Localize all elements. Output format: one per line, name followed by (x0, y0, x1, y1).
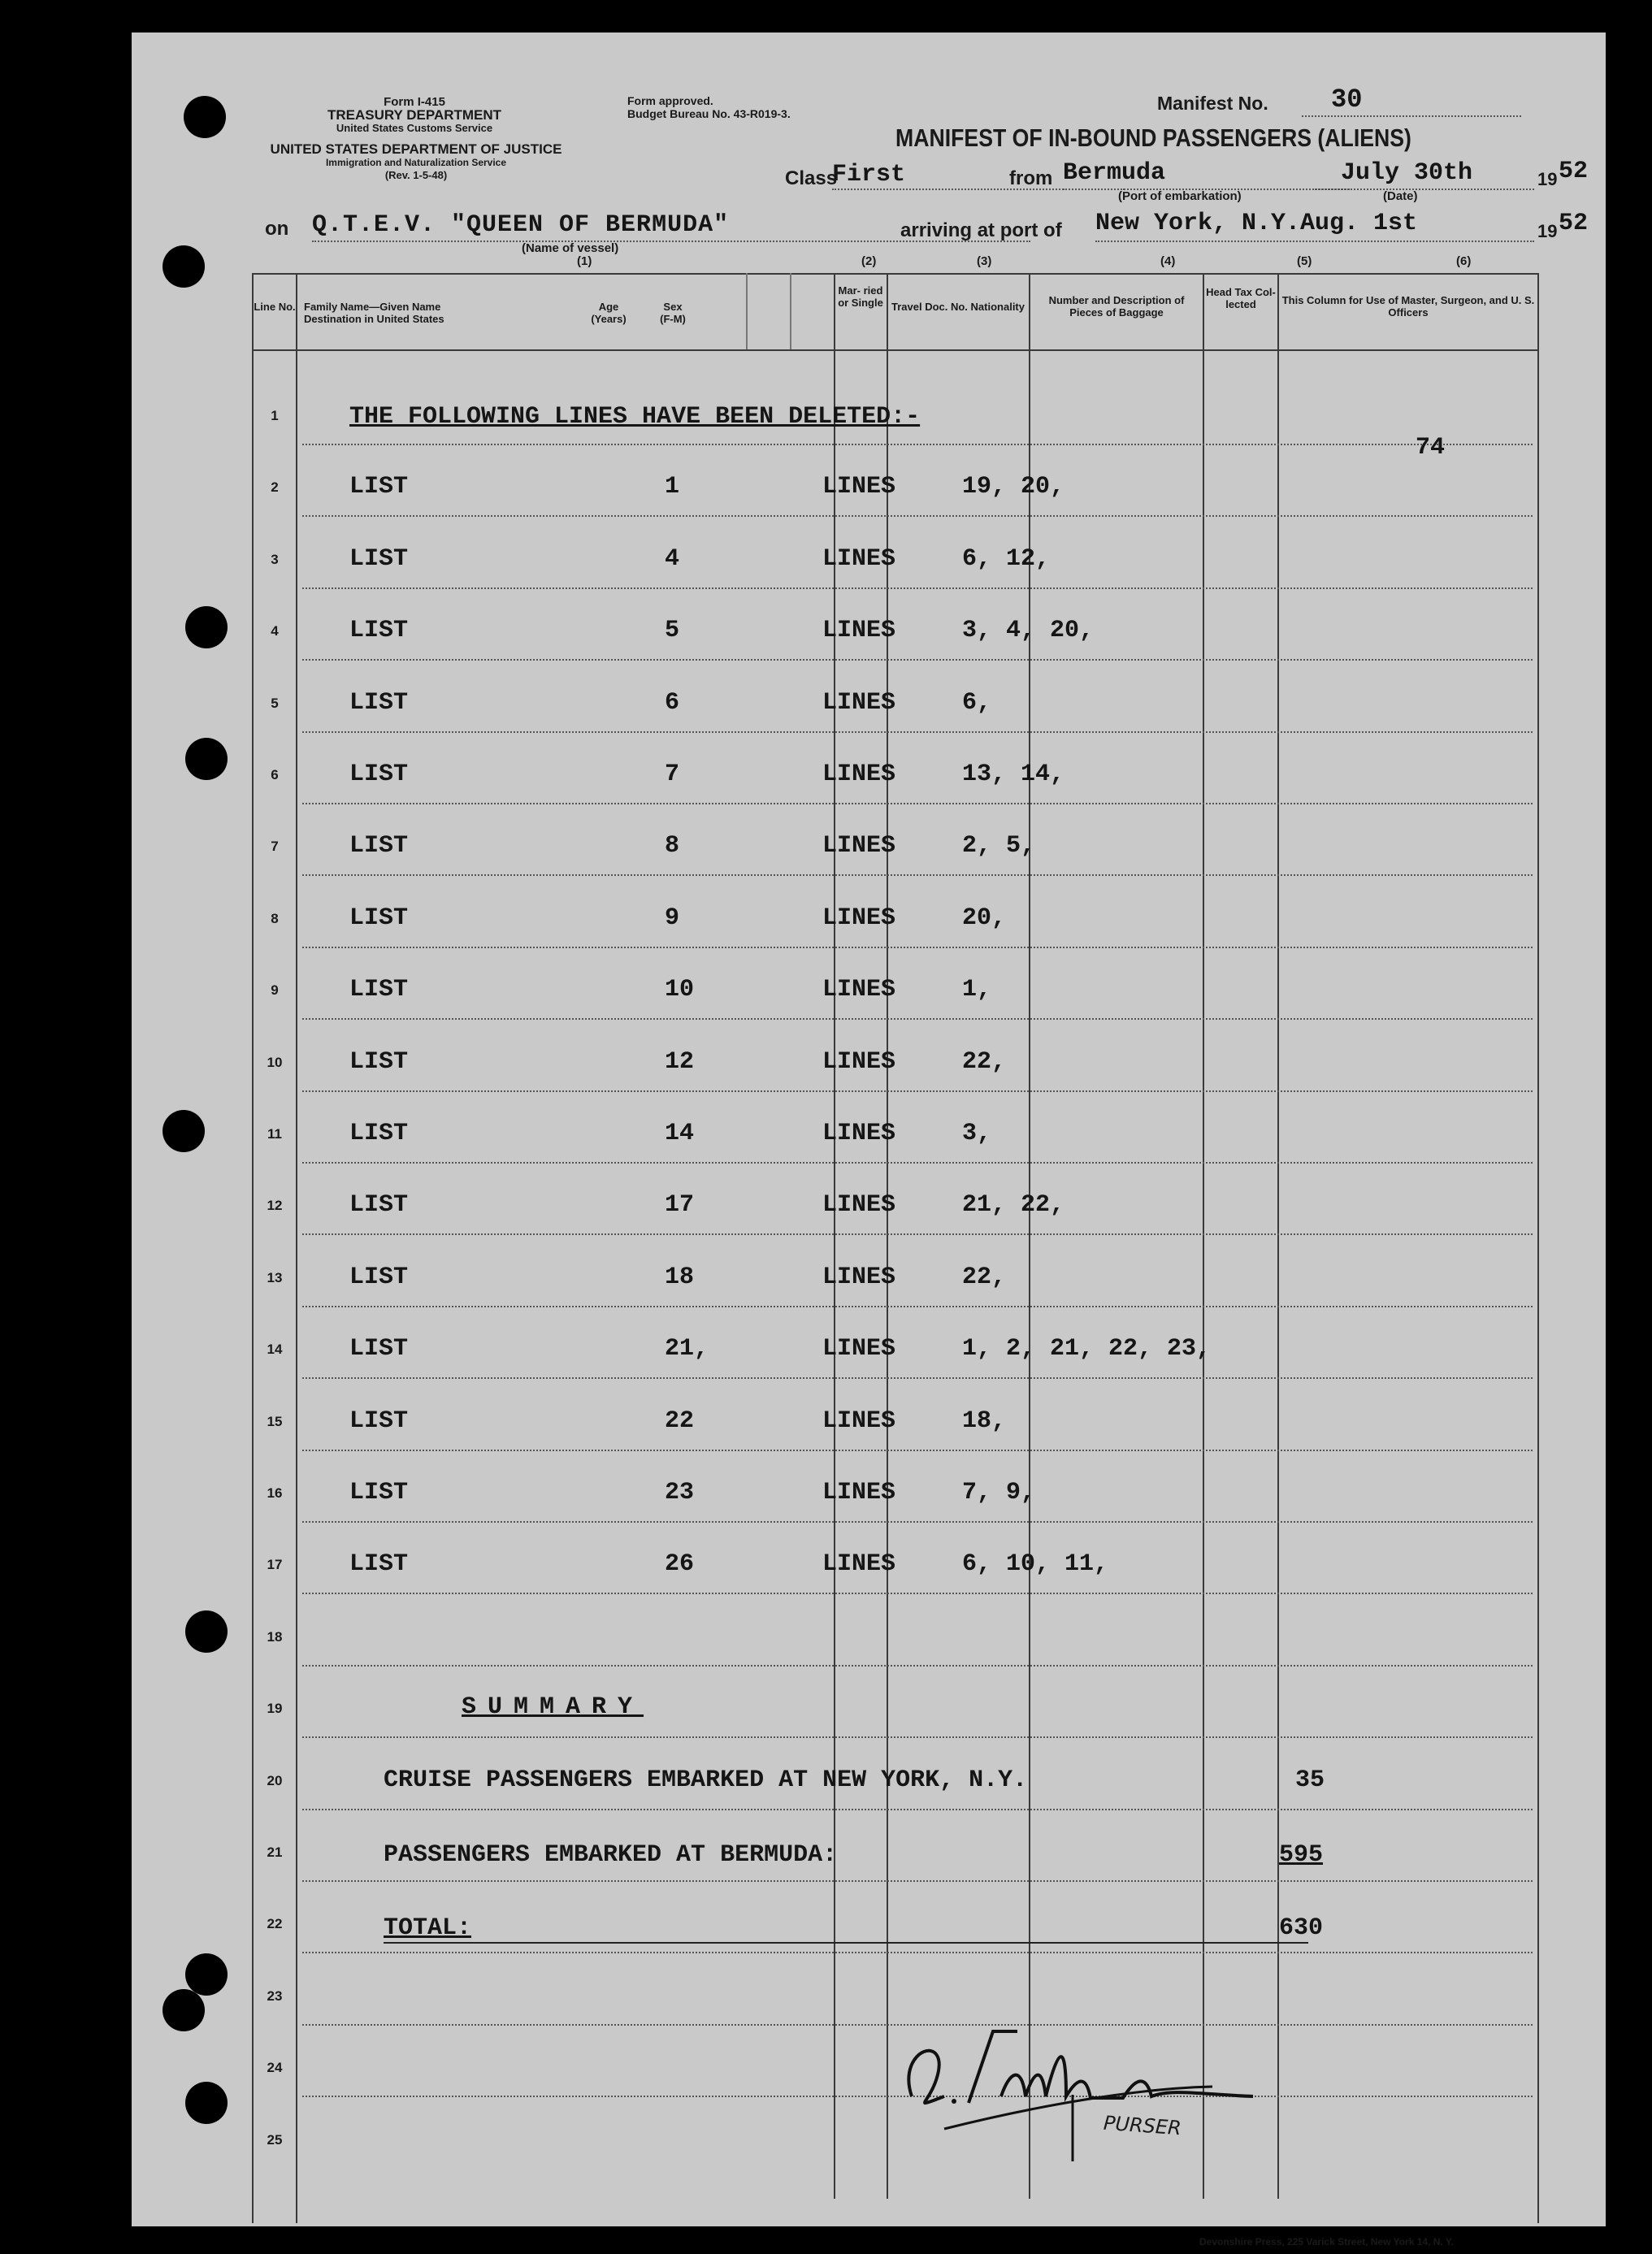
line-number: 6 (271, 767, 279, 782)
bermuda-value: 595 (1279, 1841, 1324, 1869)
row-rule (302, 444, 1533, 445)
col-num-3: (3) (977, 254, 992, 268)
list-word: LIST (349, 473, 409, 501)
line-number: 12 (267, 1198, 283, 1214)
list-word: LIST (349, 1335, 409, 1363)
treasury-dept: TREASURY DEPARTMENT (327, 107, 502, 123)
punch-hole (185, 2082, 228, 2124)
list-word: LIST (349, 1407, 409, 1435)
total-label: TOTAL: (384, 1914, 472, 1942)
row-rule (302, 1306, 1533, 1307)
manifest-page (132, 33, 1606, 2247)
col-num-5: (5) (1297, 254, 1312, 268)
list-number: 8 (665, 832, 680, 860)
deleted-line-numbers: 19, 20, (962, 473, 1065, 501)
list-number: 5 (665, 617, 680, 645)
deleted-line-numbers: 21, 22, (962, 1191, 1065, 1220)
form-number: Form I-415 (384, 95, 445, 109)
list-number: 6 (665, 688, 680, 717)
lines-word: LINES (822, 1335, 896, 1363)
list-number: 1 (665, 473, 680, 501)
year2-prefix: 19 (1537, 221, 1558, 241)
line-number: 3 (271, 551, 279, 567)
purser-title: PURSER (1103, 2111, 1182, 2140)
list-word: LIST (349, 544, 409, 573)
budget-bureau: Budget Bureau No. 43-R019-3. (627, 107, 791, 120)
deleted-line-numbers: 6, (962, 688, 992, 717)
officer-note: 74 (1416, 434, 1446, 462)
list-word: LIST (349, 688, 409, 717)
list-number: 10 (665, 976, 695, 1004)
list-word: LIST (349, 1263, 409, 1291)
punch-hole (163, 1989, 205, 2031)
line-number: 25 (267, 2131, 283, 2148)
col-travel: Travel Doc. No. Nationality (891, 301, 1025, 313)
lines-word: LINES (822, 904, 896, 932)
row-rule (302, 731, 1533, 733)
lines-word: LINES (822, 1191, 896, 1220)
deleted-line-numbers: 20, (962, 904, 1007, 932)
arriving-label: arriving at port of (900, 219, 1062, 241)
col-officers: This Column for Use of Master, Surgeon, and U. S. Officers (1281, 294, 1535, 319)
arrival-value: New York, N.Y.Aug. 1st (1095, 210, 1418, 237)
row-rule (302, 587, 1533, 589)
row-rule (302, 1880, 1533, 1882)
deleted-line-numbers: 22, (962, 1047, 1007, 1076)
deleted-line-numbers: 1, (962, 976, 992, 1004)
line-number: 14 (267, 1342, 283, 1358)
punch-hole (185, 738, 228, 780)
line-number: 19 (267, 1701, 283, 1717)
list-word: LIST (349, 904, 409, 932)
list-word: LIST (349, 1550, 409, 1579)
col-num-4: (4) (1160, 254, 1176, 268)
list-word: LIST (349, 761, 409, 788)
manifest-number: 30 (1331, 85, 1363, 115)
line-number: 23 (267, 1987, 283, 2004)
deleted-line-numbers: 3, (962, 1120, 992, 1147)
punch-hole (163, 245, 205, 288)
lines-word: LINES (822, 617, 896, 645)
row-rule (302, 1736, 1533, 1738)
ins-service: Immigration and Naturalization Service (325, 157, 507, 168)
col-num-6: (6) (1456, 254, 1472, 268)
row-rule (302, 1090, 1533, 1092)
printer-footer: Devonshire Press, 225 Varick Street, New York 14, N. Y. (1199, 2236, 1454, 2247)
row-rule (302, 803, 1533, 804)
line-number: 22 (267, 1916, 283, 1932)
lines-word: LINES (822, 1479, 896, 1506)
row-rule (302, 1593, 1533, 1594)
row-rule (302, 1162, 1533, 1164)
row-rule (302, 947, 1533, 948)
line-number: 16 (267, 1485, 283, 1501)
lines-word: LINES (822, 1263, 896, 1291)
list-word: LIST (349, 1047, 409, 1076)
lines-word: LINES (822, 1120, 896, 1147)
manifest-title: MANIFEST OF IN-BOUND PASSENGERS (ALIENS) (895, 124, 1411, 152)
list-number: 21, (665, 1335, 709, 1363)
punch-hole (184, 96, 226, 138)
list-word: LIST (349, 617, 409, 645)
lines-word: LINES (822, 1407, 896, 1435)
lines-word: LINES (822, 688, 896, 717)
class-label: Class (785, 167, 838, 189)
total-value: 630 (1279, 1914, 1324, 1942)
purser-signature (879, 1999, 1334, 2161)
lines-word: LINES (822, 1550, 896, 1579)
line-number: 5 (271, 695, 279, 711)
deleted-line-numbers: 7, 9, (962, 1479, 1036, 1506)
punch-hole (185, 1610, 228, 1653)
list-number: 12 (665, 1047, 695, 1076)
row-rule (302, 874, 1533, 876)
line-number: 2 (271, 479, 279, 496)
list-number: 23 (665, 1479, 695, 1506)
deleted-line-numbers: 1, 2, 21, 22, 23, (962, 1335, 1212, 1363)
list-number: 17 (665, 1191, 695, 1220)
list-number: 4 (665, 544, 680, 573)
deleted-line-numbers: 6, 12, (962, 544, 1051, 573)
cruise-label: CRUISE PASSENGERS EMBARKED AT NEW YORK, N.Y. (384, 1766, 1028, 1794)
line-number: 11 (267, 1126, 282, 1142)
list-number: 14 (665, 1120, 695, 1147)
class-value: First (832, 161, 906, 189)
on-label: on (265, 218, 289, 240)
vessel-name: Q.T.E.V. "QUEEN OF BERMUDA" (312, 211, 730, 239)
deleted-line-numbers: 3, 4, 20, (962, 617, 1095, 645)
lines-word: LINES (822, 473, 896, 501)
deleted-line-numbers: 18, (962, 1407, 1007, 1435)
deleted-line-numbers: 13, 14, (962, 761, 1065, 788)
line-number: 13 (267, 1269, 283, 1285)
list-number: 26 (665, 1550, 695, 1579)
list-number: 7 (665, 761, 680, 788)
row-rule (302, 1018, 1533, 1020)
from-value: Bermuda (1063, 159, 1166, 187)
line-number: 15 (267, 1413, 283, 1429)
punch-hole (185, 606, 228, 648)
line-number: 10 (267, 1054, 283, 1070)
date-caption: (Date) (1383, 189, 1418, 203)
list-number: 22 (665, 1407, 695, 1435)
list-word: LIST (349, 976, 409, 1004)
line-number: 8 (271, 910, 279, 926)
line-number: 21 (267, 1844, 283, 1860)
manifest-label: Manifest No. (1157, 93, 1268, 114)
row-rule (302, 1665, 1533, 1667)
bermuda-label: PASSENGERS EMBARKED AT BERMUDA: (384, 1841, 838, 1869)
row-rule (302, 1450, 1533, 1451)
year-value: 52 (1559, 158, 1589, 185)
row-rule (302, 1377, 1533, 1379)
col-sex: Sex (F-M) (660, 301, 686, 325)
list-word: LIST (349, 1479, 409, 1506)
row-rule (302, 1233, 1533, 1235)
deleted-line-numbers: 6, 10, 11, (962, 1550, 1109, 1579)
col-married: Mar- ried or Single (838, 284, 883, 309)
list-word: LIST (349, 832, 409, 860)
row-rule (302, 515, 1533, 517)
lines-word: LINES (822, 544, 896, 573)
lines-word: LINES (822, 832, 896, 860)
deleted-header: THE FOLLOWING LINES HAVE BEEN DELETED:- (349, 403, 921, 431)
lines-word: LINES (822, 1047, 896, 1076)
col-age: Age (Years) (591, 301, 627, 325)
vessel-caption: (Name of vessel) (522, 241, 619, 255)
line-number: 4 (271, 623, 279, 639)
punch-hole (185, 1953, 228, 1996)
vessel-col-number: (1) (577, 254, 592, 268)
line-number: 7 (271, 839, 279, 855)
year-prefix: 19 (1537, 169, 1558, 189)
col-destination: Destination in United States (304, 313, 444, 325)
col-head-tax: Head Tax Col- lected (1206, 286, 1276, 310)
col-line-no: Line No. (254, 301, 296, 313)
line-number: 1 (271, 408, 279, 423)
col-name: Family Name—Given Name (304, 301, 441, 313)
justice-dept: UNITED STATES DEPARTMENT OF JUSTICE (270, 141, 562, 157)
deleted-line-numbers: 22, (962, 1263, 1007, 1291)
list-word: LIST (349, 1120, 409, 1147)
row-rule (302, 1521, 1533, 1523)
list-word: LIST (349, 1191, 409, 1220)
summary-heading: SUMMARY (462, 1693, 644, 1721)
customs-service: United States Customs Service (336, 122, 493, 134)
line-number: 17 (267, 1557, 283, 1573)
year2-value: 52 (1559, 210, 1589, 237)
departure-date: July 30th (1341, 159, 1473, 187)
from-label: from (1009, 167, 1053, 189)
line-number: 20 (267, 1772, 283, 1788)
line-number: 9 (271, 982, 279, 999)
revision: (Rev. 1-5-48) (384, 169, 448, 181)
cruise-value: 35 (1295, 1766, 1325, 1794)
col-baggage: Number and Description of Pieces of Baggage (1048, 294, 1185, 319)
row-rule (302, 1809, 1533, 1810)
row-rule (302, 659, 1533, 661)
list-number: 18 (665, 1263, 695, 1291)
col-num-2: (2) (861, 254, 877, 268)
lines-word: LINES (822, 761, 896, 788)
line-number: 24 (267, 2060, 283, 2076)
form-approved: Form approved. (627, 94, 713, 107)
row-rule (302, 1952, 1533, 1953)
list-number: 9 (665, 904, 680, 932)
punch-hole (163, 1110, 205, 1152)
deleted-line-numbers: 2, 5, (962, 832, 1036, 860)
lines-word: LINES (822, 976, 896, 1004)
line-number: 18 (267, 1628, 283, 1645)
port-embark-caption: (Port of embarkation) (1118, 189, 1242, 203)
